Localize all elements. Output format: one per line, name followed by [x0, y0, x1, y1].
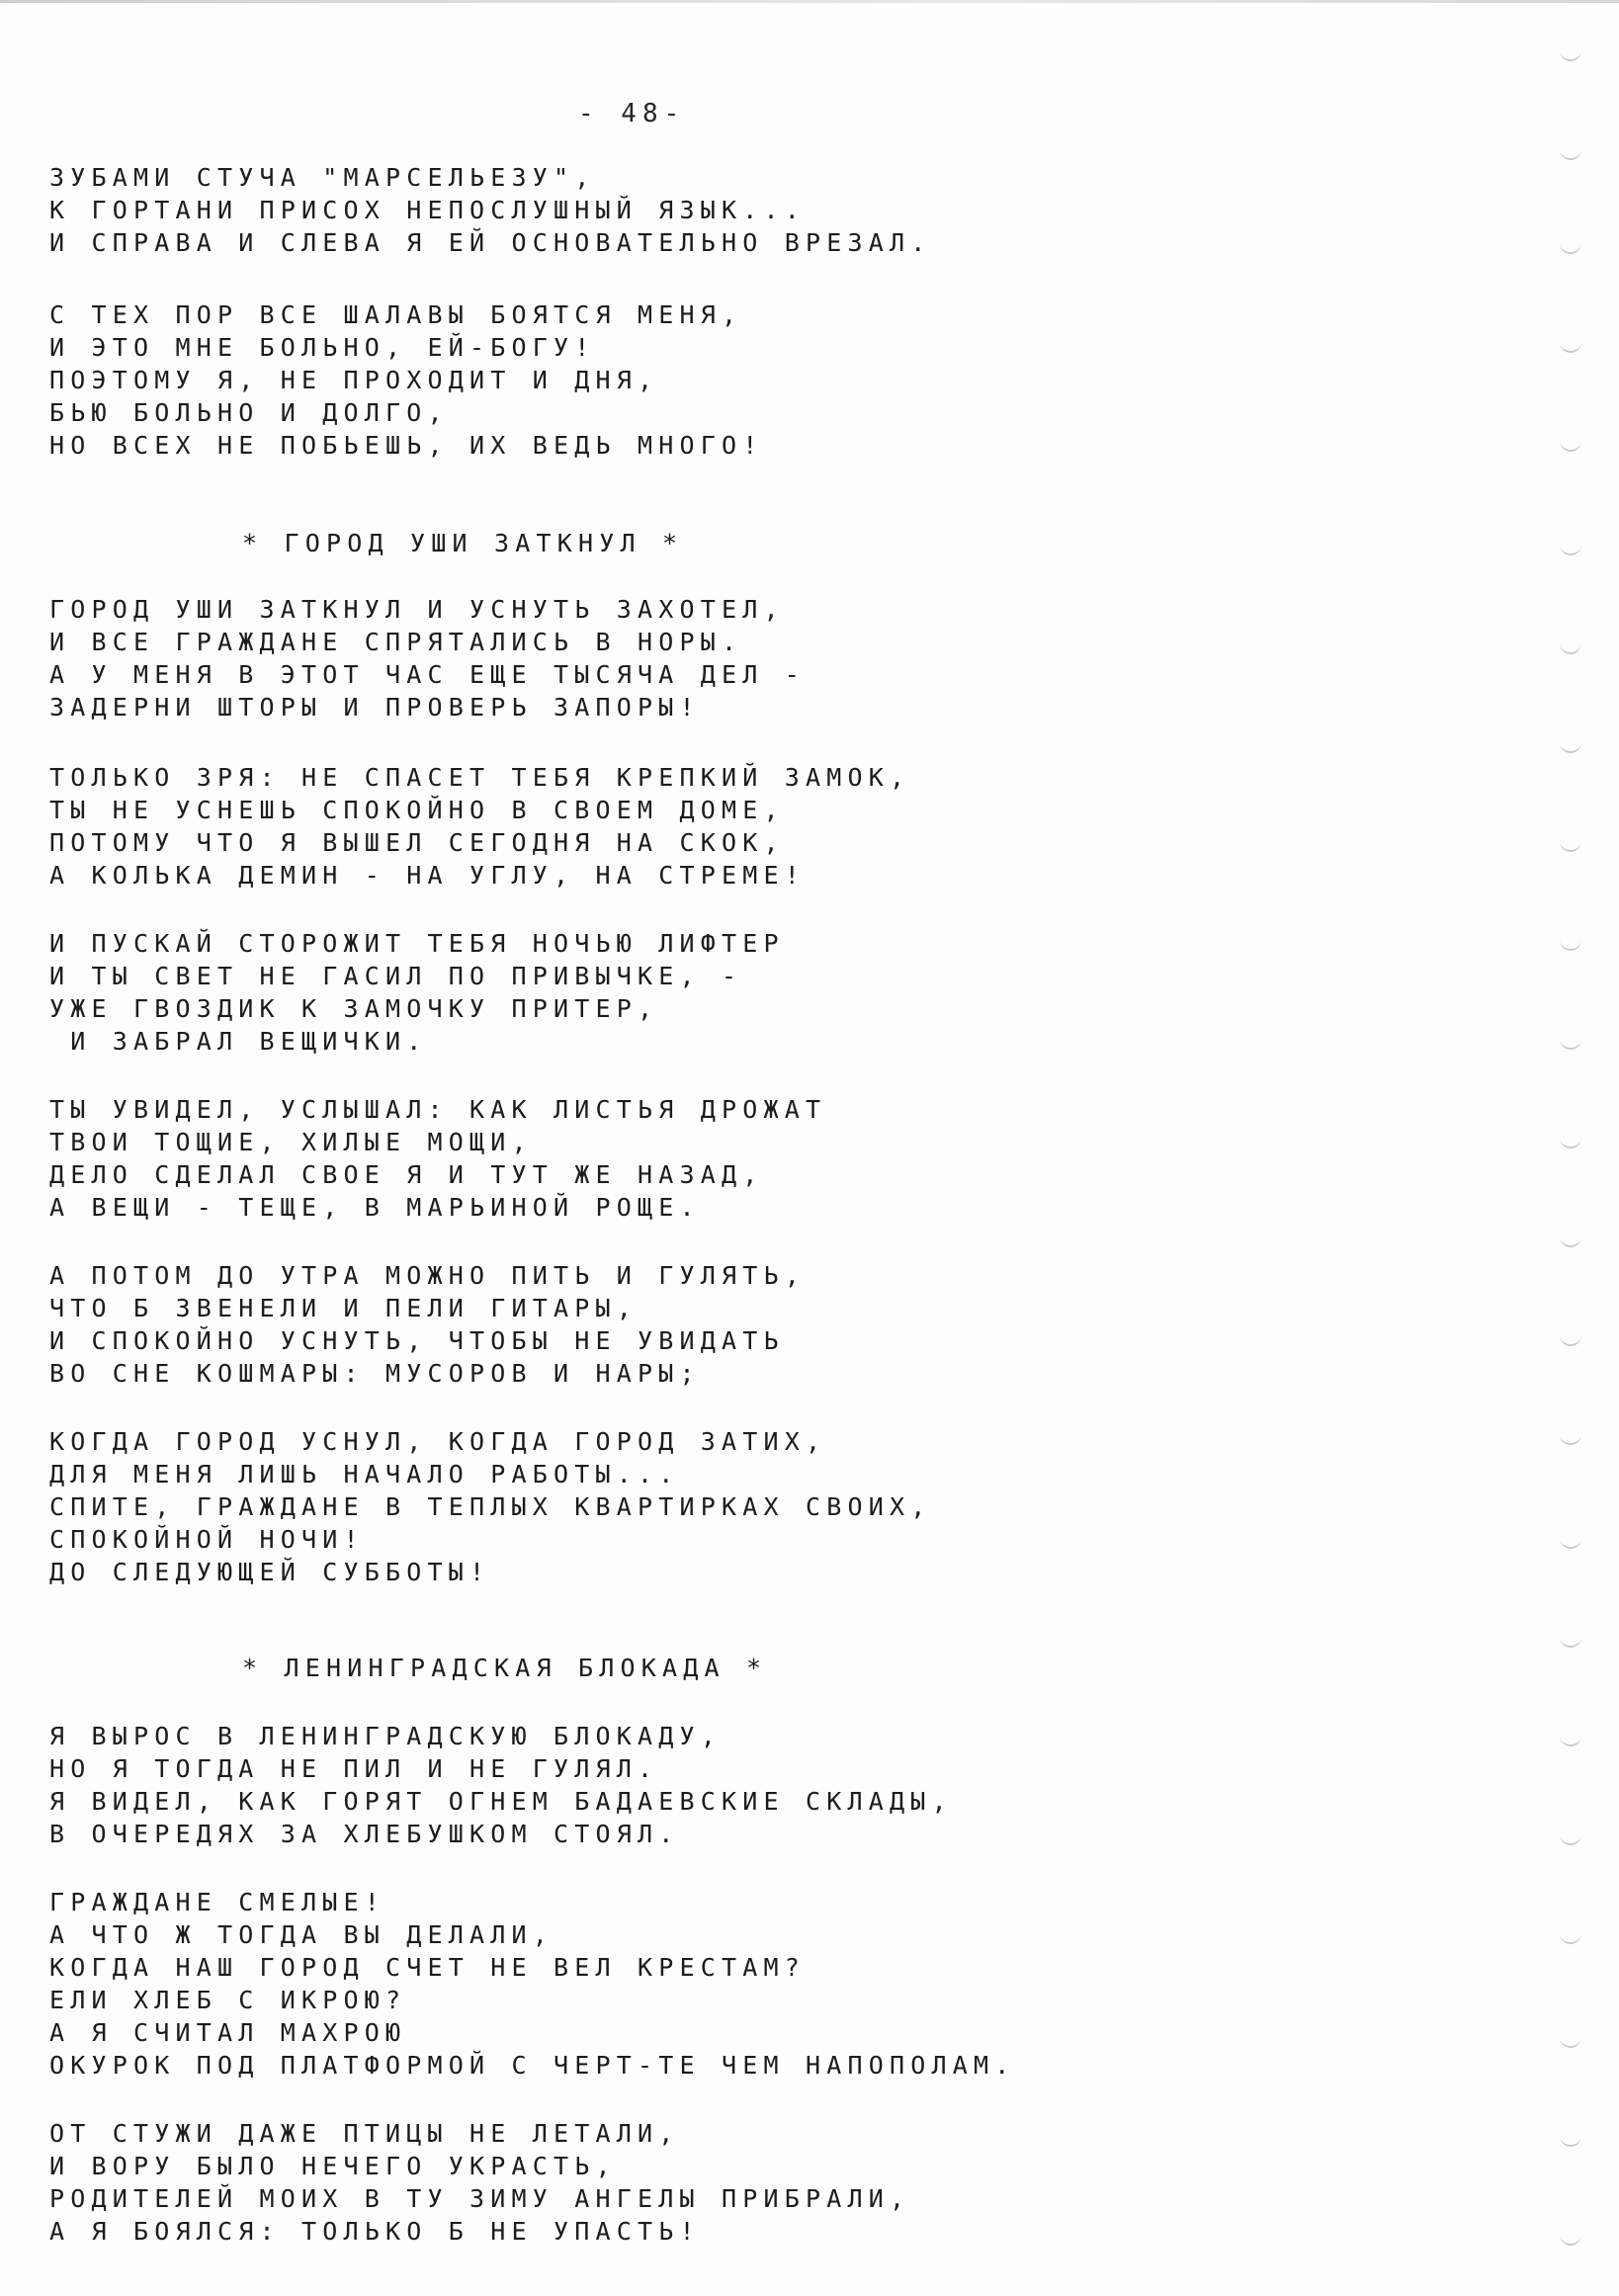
margin-mark [1560, 2234, 1581, 2246]
verse-line: СПИТЕ, ГРАЖДАНЕ В ТЕПЛЫХ КВАРТИРКАХ СВОИХ, [49, 1492, 932, 1521]
verse-line: ДЛЯ МЕНЯ ЛИШЬ НАЧАЛО РАБОТЫ... [49, 1460, 680, 1488]
margin-mark [1560, 1735, 1581, 1746]
stanza [49, 593, 1483, 723]
stanza [49, 1886, 1483, 2082]
stanza [49, 1720, 1483, 1850]
verse-line: ДЕЛО СДЕЛАЛ СВОЕ Я И ТУТ ЖЕ НАЗАД, [49, 1160, 764, 1189]
margin-mark [1560, 1137, 1581, 1148]
verse-line: КОГДА ГОРОД УСНУЛ, КОГДА ГОРОД ЗАТИХ, [49, 1427, 827, 1456]
verse-line: ЗАДЕРНИ ШТОРЫ И ПРОВЕРЬ ЗАПОРЫ! [49, 693, 701, 722]
verse-line: НО ВСЕХ НЕ ПОБЬЕШЬ, ИХ ВЕДЬ МНОГО! [49, 431, 764, 460]
margin-mark [1560, 2135, 1581, 2147]
verse-line: А КОЛЬКА ДЕМИН - НА УГЛУ, НА СТРЕМЕ! [49, 861, 807, 890]
verse-line: ОТ СТУЖИ ДАЖЕ ПТИЦЫ НЕ ЛЕТАЛИ, [49, 2119, 680, 2148]
verse-line: БЬЮ БОЛЬНО И ДОЛГО, [49, 398, 449, 427]
margin-mark [1560, 840, 1581, 852]
verse-line: ЗУБАМИ СТУЧА "МАРСЕЛЬЕЗУ", [49, 163, 596, 192]
margin-mark [1560, 440, 1581, 452]
verse-line: РОДИТЕЛЕЙ МОИХ В ТУ ЗИМУ АНГЕЛЫ ПРИБРАЛИ, [49, 2184, 911, 2213]
verse-line: А ВЕЩИ - ТЕЩЕ, В МАРЬИНОЙ РОЩЕ. [49, 1193, 701, 1222]
verse-line: К ГОРТАНИ ПРИСОХ НЕПОСЛУШНЫЙ ЯЗЫК... [49, 196, 807, 224]
verse-line: Я ВИДЕЛ, КАК ГОРЯТ ОГНЕМ БАДАЕВСКИЕ СКЛАДЫ, [49, 1787, 953, 1816]
verse-line: КОГДА НАШ ГОРОД СЧЕТ НЕ ВЕЛ КРЕСТАМ? [49, 1953, 807, 1982]
verse-line: И ВСЕ ГРАЖДАНЕ СПРЯТАЛИСЬ В НОРЫ. [49, 628, 743, 656]
stanza [49, 1093, 1483, 1224]
stanza [49, 2117, 1483, 2248]
verse-line: А Я СЧИТАЛ МАХРОЮ [49, 2018, 407, 2047]
margin-mark [1560, 1537, 1581, 1549]
margin-mark [1560, 1636, 1581, 1648]
stanza [49, 161, 1483, 259]
page-number: - 48- [578, 99, 686, 128]
verse-line: ЕЛИ ХЛЕБ С ИКРОЮ? [49, 1986, 407, 2014]
stanza [49, 298, 1483, 462]
verse-line: Я ВЫРОС В ЛЕНИНГРАДСКУЮ БЛОКАДУ, [49, 1722, 723, 1750]
verse-line: В ОЧЕРЕДЯХ ЗА ХЛЕБУШКОМ СТОЯЛ. [49, 1820, 680, 1848]
verse-line: НО Я ТОГДА НЕ ПИЛ И НЕ ГУЛЯЛ. [49, 1754, 659, 1783]
page-top-edge [0, 0, 1619, 3]
margin-mark [1560, 2036, 1581, 2048]
margin-mark [1560, 242, 1581, 254]
verse-line: И ТЫ СВЕТ НЕ ГАСИЛ ПО ПРИВЫЧКЕ, - [49, 962, 743, 990]
verse-line: ДО СЛЕДУЮЩЕЙ СУББОТЫ! [49, 1558, 491, 1586]
margin-mark [1560, 1334, 1581, 1346]
verse-line: ОКУРОК ПОД ПЛАТФОРМОЙ С ЧЕРТ-ТЕ ЧЕМ НАПОПОЛАМ. [49, 2051, 1016, 2080]
verse-line: ГРАЖДАНЕ СМЕЛЫЕ! [49, 1888, 386, 1916]
verse-line: ПОЭТОМУ Я, НЕ ПРОХОДИТ И ДНЯ, [49, 366, 659, 394]
verse-line: А ЧТО Ж ТОГДА ВЫ ДЕЛАЛИ, [49, 1920, 554, 1949]
margin-punch-marks [1542, 30, 1581, 2283]
verse-line: ТОЛЬКО ЗРЯ: НЕ СПАСЕТ ТЕБЯ КРЕПКИЙ ЗАМОК, [49, 763, 911, 792]
margin-mark [1560, 1433, 1581, 1445]
verse-line: УЖЕ ГВОЗДИК К ЗАМОЧКУ ПРИТЕР, [49, 994, 659, 1023]
verse-line: ТВОИ ТОЩИЕ, ХИЛЫЕ МОЩИ, [49, 1128, 533, 1156]
stanza [49, 761, 1483, 892]
verse-line: И ВОРУ БЫЛО НЕЧЕГО УКРАСТЬ, [49, 2152, 617, 2180]
verse-line: ЧТО Б ЗВЕНЕЛИ И ПЕЛИ ГИТАРЫ, [49, 1294, 639, 1322]
verse-line: ВО СНЕ КОШМАРЫ: МУСОРОВ И НАРЫ; [49, 1359, 701, 1388]
verse-line: И ЭТО МНЕ БОЛЬНО, ЕЙ-БОГУ! [49, 333, 596, 362]
verse-line: И СПРАВА И СЛЕВА Я ЕЙ ОСНОВАТЕЛЬНО ВРЕЗАЛ. [49, 228, 932, 257]
verse-line: А У МЕНЯ В ЭТОТ ЧАС ЕЩЕ ТЫСЯЧА ДЕЛ - [49, 660, 807, 689]
poem-title: * ЛЕНИНГРАДСКАЯ БЛОКАДА * [242, 1654, 768, 1682]
margin-mark [1560, 148, 1581, 160]
margin-mark [1560, 1235, 1581, 1247]
verse-line: С ТЕХ ПОР ВСЕ ШАЛАВЫ БОЯТСЯ МЕНЯ, [49, 300, 743, 329]
margin-mark [1560, 939, 1581, 951]
margin-mark [1560, 1932, 1581, 1944]
verse-line: И СПОКОЙНО УСНУТЬ, ЧТОБЫ НЕ УВИДАТЬ [49, 1326, 785, 1355]
margin-mark [1560, 741, 1581, 753]
margin-mark [1560, 1833, 1581, 1845]
verse-line: И ЗАБРАЛ ВЕЩИЧКИ. [49, 1027, 428, 1056]
margin-mark [1560, 49, 1581, 61]
margin-mark [1560, 341, 1581, 353]
stanza [49, 927, 1483, 1058]
verse-line: И ПУСКАЙ СТОРОЖИТ ТЕБЯ НОЧЬЮ ЛИФТЕР [49, 929, 785, 958]
stanza [49, 1425, 1483, 1588]
verse-line: А ПОТОМ ДО УТРА МОЖНО ПИТЬ И ГУЛЯТЬ, [49, 1261, 807, 1290]
verse-line: ТЫ УВИДЕЛ, УСЛЫШАЛ: КАК ЛИСТЬЯ ДРОЖАТ [49, 1095, 827, 1124]
verse-line: А Я БОЯЛСЯ: ТОЛЬКО Б НЕ УПАСТЬ! [49, 2217, 701, 2246]
margin-mark [1560, 1038, 1581, 1050]
stanza [49, 1259, 1483, 1390]
verse-line: ТЫ НЕ УСНЕШЬ СПОКОЙНО В СВОЕМ ДОМЕ, [49, 796, 785, 824]
poem-title: * ГОРОД УШИ ЗАТКНУЛ * [242, 529, 684, 557]
margin-mark [1560, 544, 1581, 555]
verse-line: СПОКОЙНОЙ НОЧИ! [49, 1525, 365, 1554]
verse-line: ПОТОМУ ЧТО Я ВЫШЕЛ СЕГОДНЯ НА СКОК, [49, 828, 785, 857]
verse-line: ГОРОД УШИ ЗАТКНУЛ И УСНУТЬ ЗАХОТЕЛ, [49, 595, 785, 624]
margin-mark [1560, 642, 1581, 654]
